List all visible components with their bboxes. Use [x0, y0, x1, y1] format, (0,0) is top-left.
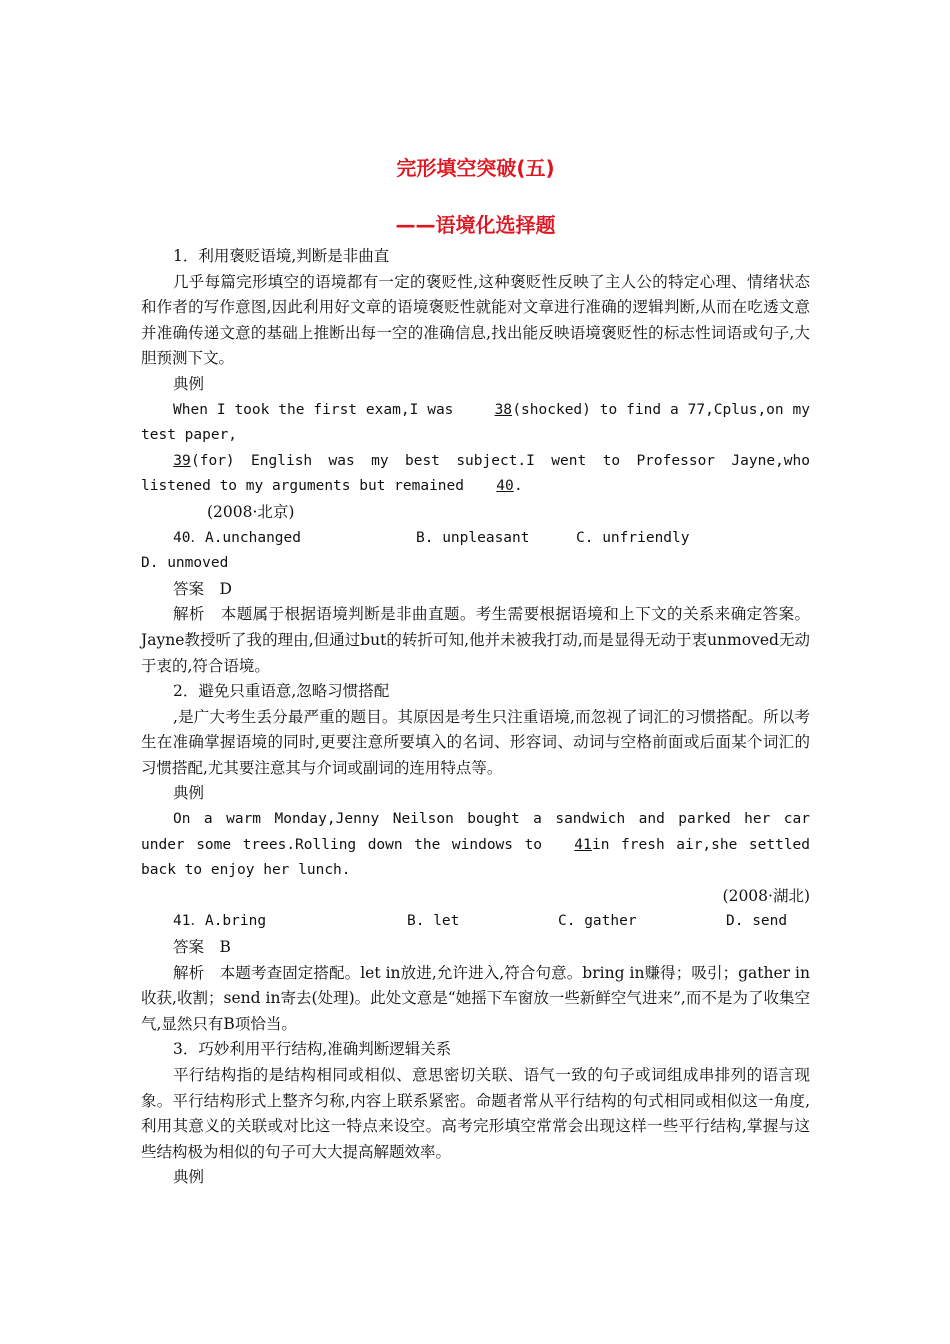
section1-example-label: 典例 — [173, 374, 205, 393]
option-b: B. unpleasant — [416, 529, 530, 546]
page-subtitle: ——语境化选择题 — [395, 213, 556, 237]
section2-analysis: 解析 本题考查固定搭配。let in放进,允许进入,符合句意。bring in赚得；吸引；gather in收获,收割；send in寄去(处理)。此处文意是“她摇下车窗放一些新鲜空气进来”,而不是为了收集空气,显然只有B项恰当。 — [141, 963, 810, 1033]
passage-text: (shocked) to find a 77,Cplus,on my test paper, — [141, 401, 810, 444]
section3-heading: 3．巧妙利用平行结构,准确判断逻辑关系 — [173, 1040, 452, 1059]
passage-text: On a warm Monday,Jenny Neilson bought a sandwich and parked her car under some trees.Rolling down the windows to — [141, 811, 810, 853]
section2-passage — [141, 807, 810, 884]
option-b: B. let — [407, 913, 460, 930]
section1-intro: 几乎每篇完形填空的语境都有一定的褒贬性,这种褒贬性反映了主人公的特定心理、情绪状态和作者的写作意图,因此利用好文章的语境褒贬性就能对文章进行准确的逻辑判断,从而在吃透文意并准确传递文意的基础上推断出每一空的准确信息,找出能反映语境褒贬性的标志性词语或句子,大胆预测下文。 — [141, 272, 810, 368]
section2-heading: 2．避免只重语意,忽略习惯搭配 — [173, 682, 390, 701]
page-title: 完形填空突破(五) — [396, 156, 555, 180]
blank-38: 38 — [494, 401, 513, 418]
passage-text: (for) English was my best subject.I went to Professor Jayne,who listened to my arguments but remained — [141, 452, 810, 495]
section1-source: (2008·北京) — [207, 502, 295, 521]
section2-answer: 答案 B — [173, 938, 231, 957]
section1-analysis: 解析 本题属于根据语境判断是非曲直题。考生需要根据语境和上下文的关系来确定答案。Jayne教授听了我的理由,但通过but的转折可知,他并未被我打动,而是显得无动于衷unmoved无动于衷的,符合语境。 — [141, 605, 810, 675]
blank-39: 39 — [173, 452, 191, 469]
passage-text: in fresh air,she settled back to enjoy her lunch. — [141, 836, 811, 879]
section2-source: (2008·湖北) — [722, 886, 810, 905]
option-c: C. unfriendly — [576, 529, 690, 546]
section2-intro: ,是广大考生丢分最严重的题目。其原因是考生只注重语境,而忽视了词汇的习惯搭配。所以考生在准确掌握语境的同时,更要注意所要填入的名词、形容词、动词与空格前面或后面某个词汇的习惯搭配,尤其要注意其与介词或副词的连用特点等。 — [141, 707, 810, 777]
section2-example-label: 典例 — [173, 784, 205, 803]
section3-intro: 平行结构指的是结构相同或相似、意思密切关联、语气一致的句子或词组成串排列的语言现象。平行结构形式上整齐匀称,内容上联系紧密。命题者常从平行结构的句式相同或相似这一角度,利用其意义的关联或对比这一特点来设空。高考完形填空常常会出现这样一些平行结构,掌握与这些结构极为相似的句子可大大提高解题效率。 — [141, 1066, 810, 1161]
blank-41: 41 — [574, 836, 592, 853]
section2-options — [141, 909, 810, 935]
section3-example-label: 典例 — [173, 1168, 205, 1187]
section1-options-cont — [141, 551, 810, 577]
option-a: 41．A.bring — [173, 913, 267, 930]
blank-40: 40 — [496, 478, 514, 495]
option-a: 40．A.unchanged — [173, 529, 301, 546]
section1-answer: 答案 D — [173, 579, 232, 598]
passage-text: . — [514, 478, 523, 495]
section1-options — [141, 526, 810, 552]
option-d: D. unmoved — [141, 555, 229, 572]
option-d: D. send — [726, 913, 788, 930]
option-c: C. gather — [558, 913, 637, 930]
document-page — [141, 150, 810, 1191]
section1-heading: 1．利用褒贬语境,判断是非曲直 — [173, 247, 390, 265]
passage-text: When I took the first exam,I was — [173, 401, 463, 418]
section1-passage — [141, 398, 810, 500]
